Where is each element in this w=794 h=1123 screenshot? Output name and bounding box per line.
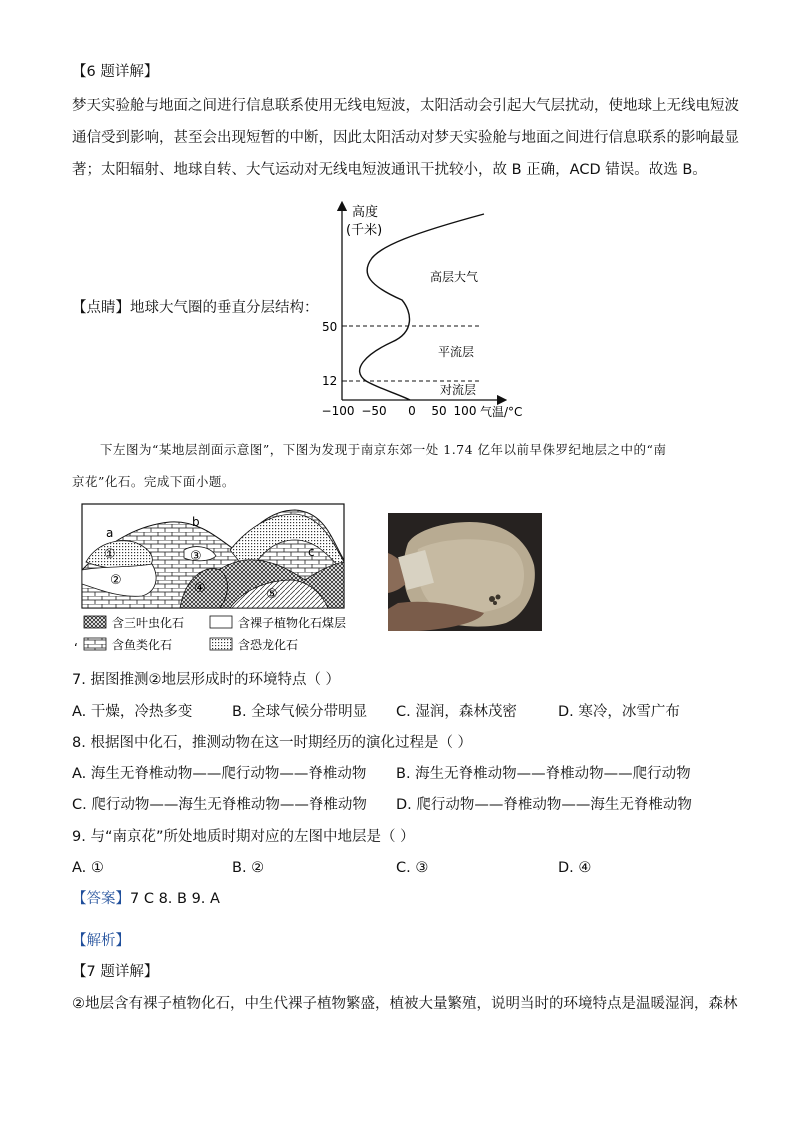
legend-swatch-trilobite: [84, 616, 106, 628]
y-tick-label-50: 50: [322, 320, 338, 334]
x-tick-label: 0: [408, 404, 416, 418]
x-tick-label: 50: [431, 404, 447, 418]
q9-option-a: A. ①: [72, 860, 104, 876]
layer-label-upper: 高层大气: [430, 270, 479, 284]
tip-line: 【点睛】地球大气圈的垂直分层结构：: [72, 300, 319, 316]
strata-layer-3: ③: [190, 549, 202, 564]
layer-label-stratosphere: 平流层: [438, 345, 475, 359]
q7-option-a: A. 干燥，冷热多变: [72, 704, 193, 720]
intro-line-1: 下左图为“某地层剖面示意图”，下图为发现于南京东郊一处 1.74 亿年以前早侏罗纪地层之中的“南: [100, 442, 667, 457]
q6-heading: 【6 题详解】: [72, 64, 159, 80]
stray-mark: ‘: [74, 641, 78, 655]
q9-option-d: D. ④: [558, 860, 592, 876]
legend-trilobite: 含三叶虫化石: [112, 616, 185, 630]
q8-option-d: D. 爬行动物——脊椎动物——海生无脊椎动物: [396, 797, 692, 813]
atmosphere-layer-diagram: [310, 196, 523, 422]
q7-detail-heading: 【7 题详解】: [72, 964, 159, 980]
temperature-curve: [360, 214, 484, 400]
strata-layer-5: ⑤: [266, 587, 278, 602]
strata-label-a: a: [106, 526, 114, 540]
q6-line-3: 著；太阳辐射、地球自转、大气运动对无线电短波通讯干扰较小，故 B 正确，ACD 错误。故选 B。: [72, 162, 707, 178]
q8-option-c: C. 爬行动物——海生无脊椎动物——脊椎动物: [72, 797, 367, 813]
x-axis-title: 气温/°C: [480, 405, 523, 419]
x-tick-label: −100: [321, 404, 355, 418]
q7-option-b: B. 全球气候分带明显: [232, 704, 368, 720]
legend-fish: 含鱼类化石: [112, 638, 173, 652]
y-tick-label-12: 12: [322, 374, 338, 388]
answer-line: [72, 889, 220, 909]
analysis-label: 【解析】: [72, 933, 130, 949]
x-tick-label: −50: [361, 404, 387, 418]
legend-swatch-dinosaur: [210, 638, 232, 650]
q8-option-b: B. 海生无脊椎动物——脊椎动物——爬行动物: [396, 766, 691, 782]
q9-option-c: C. ③: [396, 860, 429, 876]
q7-option-c: C. 湿润，森林茂密: [396, 704, 517, 720]
y-axis-title-1: 高度: [352, 205, 379, 220]
q7-detail-line-1: ②地层含有裸子植物化石，中生代裸子植物繁盛，植被大量繁殖，说明当时的环境特点是温暖湿润，森林: [72, 996, 738, 1012]
q8-option-a: A. 海生无脊椎动物——爬行动物——脊椎动物: [72, 766, 367, 782]
fossil-photo-image: [388, 513, 542, 631]
strata-section-diagram: [70, 500, 370, 660]
legend-gymnosperm: 含裸子植物化石煤层: [238, 616, 347, 630]
q6-line-2: 通信受到影响，甚至会出现短暂的中断，因此太阳活动对梦天实验舱与地面之间进行信息联系的影响最显: [72, 130, 739, 146]
q9-stem: 9. 与“南京花”所处地质时期对应的左图中地层是（ ）: [72, 829, 415, 845]
strata-label-b: b: [192, 515, 200, 529]
strata-layer-2: ②: [110, 573, 122, 588]
legend-swatch-fish: [84, 638, 106, 650]
q6-line-1: 梦天实验舱与地面之间进行信息联系使用无线电短波，太阳活动会引起大气层扰动，使地球上无线电短波: [72, 98, 739, 114]
answer-label: 【答案】: [72, 891, 130, 907]
legend-swatch-gymnosperm: [210, 616, 232, 628]
strata-layer-1: ①: [104, 547, 116, 562]
q7-option-d: D. 寒冷，冰雪广布: [558, 704, 680, 720]
y-axis-title-2: (千米): [346, 223, 383, 238]
nanjing-flower-fossil-photo: [388, 513, 542, 631]
x-tick-label: 100: [453, 404, 477, 418]
q8-stem: 8. 根据图中化石，推测动物在这一时期经历的演化过程是（ ）: [72, 735, 473, 751]
legend-dinosaur: 含恐龙化石: [238, 638, 299, 652]
strata-layer-4: ④: [194, 581, 206, 596]
layer-label-troposphere: 对流层: [440, 383, 477, 397]
q7-stem: 7. 据图推测②地层形成时的环境特点（ ）: [72, 672, 341, 688]
answer-text: 7 C 8. B 9. A: [130, 891, 220, 907]
q9-option-b: B. ②: [232, 860, 265, 876]
intro-line-2: 京花”化石。完成下面小题。: [72, 474, 235, 489]
strata-label-c: c: [308, 545, 315, 559]
